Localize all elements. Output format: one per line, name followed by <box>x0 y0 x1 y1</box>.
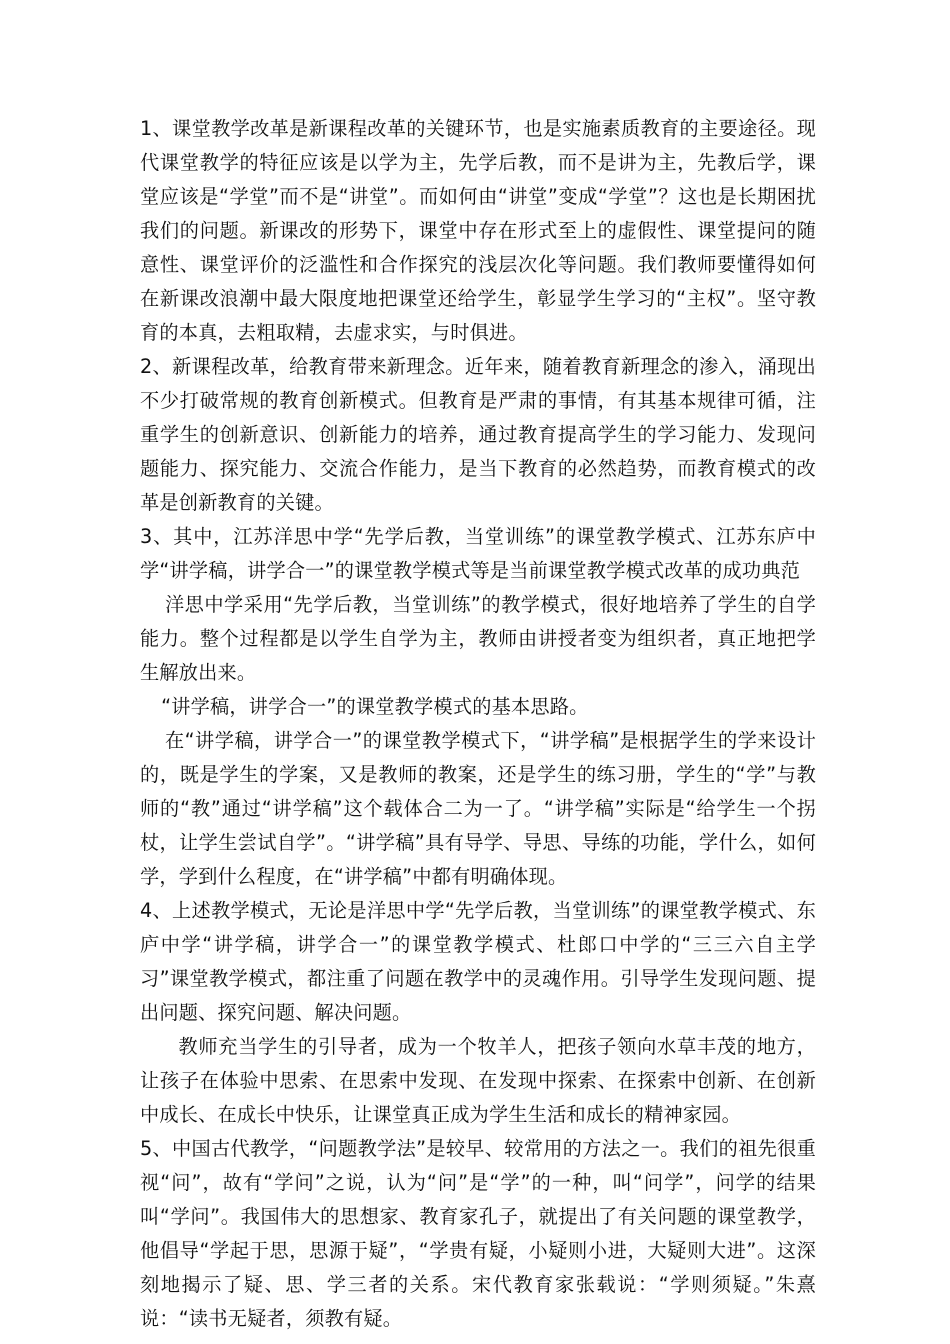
document-body <box>140 112 816 1336</box>
paragraph-teacher-role: 教师充当学生的引导者，成为一个牧羊人，把孩子领向水草丰茂的地方，让孩子在体验中思索、在思索中发现、在发现中探索、在探索中创新、在创新中成长、在成长中快乐，让课堂真正成为学生生活和成长的精神家园。 <box>140 1035 816 1126</box>
paragraph-jiangxuegao-title: “讲学稿，讲学合一”的课堂教学模式的基本思路。 <box>161 695 589 718</box>
paragraph-jiangxuegao: 在“讲学稿，讲学合一”的课堂教学模式下，“讲学稿”是根据学生的学来设计的，既是学生的学案，又是教师的教案，还是学生的练习册，学生的“学”与教师的“教”通过“讲学稿”这个载体合二为一了。“讲学稿”实际是“给学生一个拐杖，让学生尝试自学”。“讲学稿”具有导学、导思、导练的功能，学什么，如何学，学到什么程度，在“讲学稿”中都有明确体现。 <box>140 729 816 888</box>
paragraph-5: 5、中国古代教学，“问题教学法”是较早、较常用的方法之一。我们的祖先很重视“问”，故有“学问”之说，认为“问”是“学”的一种，叫“问学”，问学的结果叫“学问”。我国伟大的思想家、教育家孔子，就提出了有关问题的课堂教学，他倡导“学起于思，思源于疑”，“学贵有疑，小疑则小进，大疑则大进”。这深刻地揭示了疑、思、学三者的关系。宋代教育家张载说：“学则须疑。”朱熹说：“读书无疑者，须教有疑。 <box>140 1137 816 1330</box>
paragraph-3: 3、其中，江苏洋思中学“先学后教，当堂训练”的课堂教学模式、江苏东庐中学“讲学稿，讲学合一”的课堂教学模式等是当前课堂教学模式改革的成功典范 <box>140 525 816 582</box>
paragraph-1: 1、课堂教学改革是新课程改革的关键环节，也是实施素质教育的主要途径。现代课堂教学的特征应该是以学为主，先学后教，而不是讲为主，先教后学，课堂应该是“学堂”而不是“讲堂”。而如何由“讲堂”变成“学堂”？这也是长期困扰我们的问题。新课改的形势下，课堂中存在形式至上的虚假性、课堂提问的随意性、课堂评价的泛滥性和合作探究的浅层次化等问题。我们教师要懂得如何在新课改浪潮中最大限度地把课堂还给学生，彰显学生学习的“主权”。坚守教育的本真，去粗取精，去虚求实，与时俱进。 <box>140 117 816 344</box>
paragraph-4: 4、上述教学模式，无论是洋思中学“先学后教，当堂训练”的课堂教学模式、东庐中学“讲学稿，讲学合一”的课堂教学模式、杜郎口中学的“三三六自主学习”课堂教学模式，都注重了问题在教学中的灵魂作用。引导学生发现问题、提出问题、探究问题、解决问题。 <box>140 899 816 1024</box>
paragraph-yangsi: 洋思中学采用“先学后教，当堂训练”的教学模式，很好地培养了学生的自学能力。整个过程都是以学生自学为主，教师由讲授者变为组织者，真正地把学生解放出来。 <box>140 593 816 684</box>
paragraph-2: 2、新课程改革，给教育带来新理念。近年来，随着教育新理念的渗入，涌现出不少打破常规的教育创新模式。但教育是严肃的事情，有其基本规律可循，注重学生的创新意识、创新能力的培养，通过教育提高学生的学习能力、发现问题能力、探究能力、交流合作能力，是当下教育的必然趋势，而教育模式的改革是创新教育的关键。 <box>140 355 816 514</box>
